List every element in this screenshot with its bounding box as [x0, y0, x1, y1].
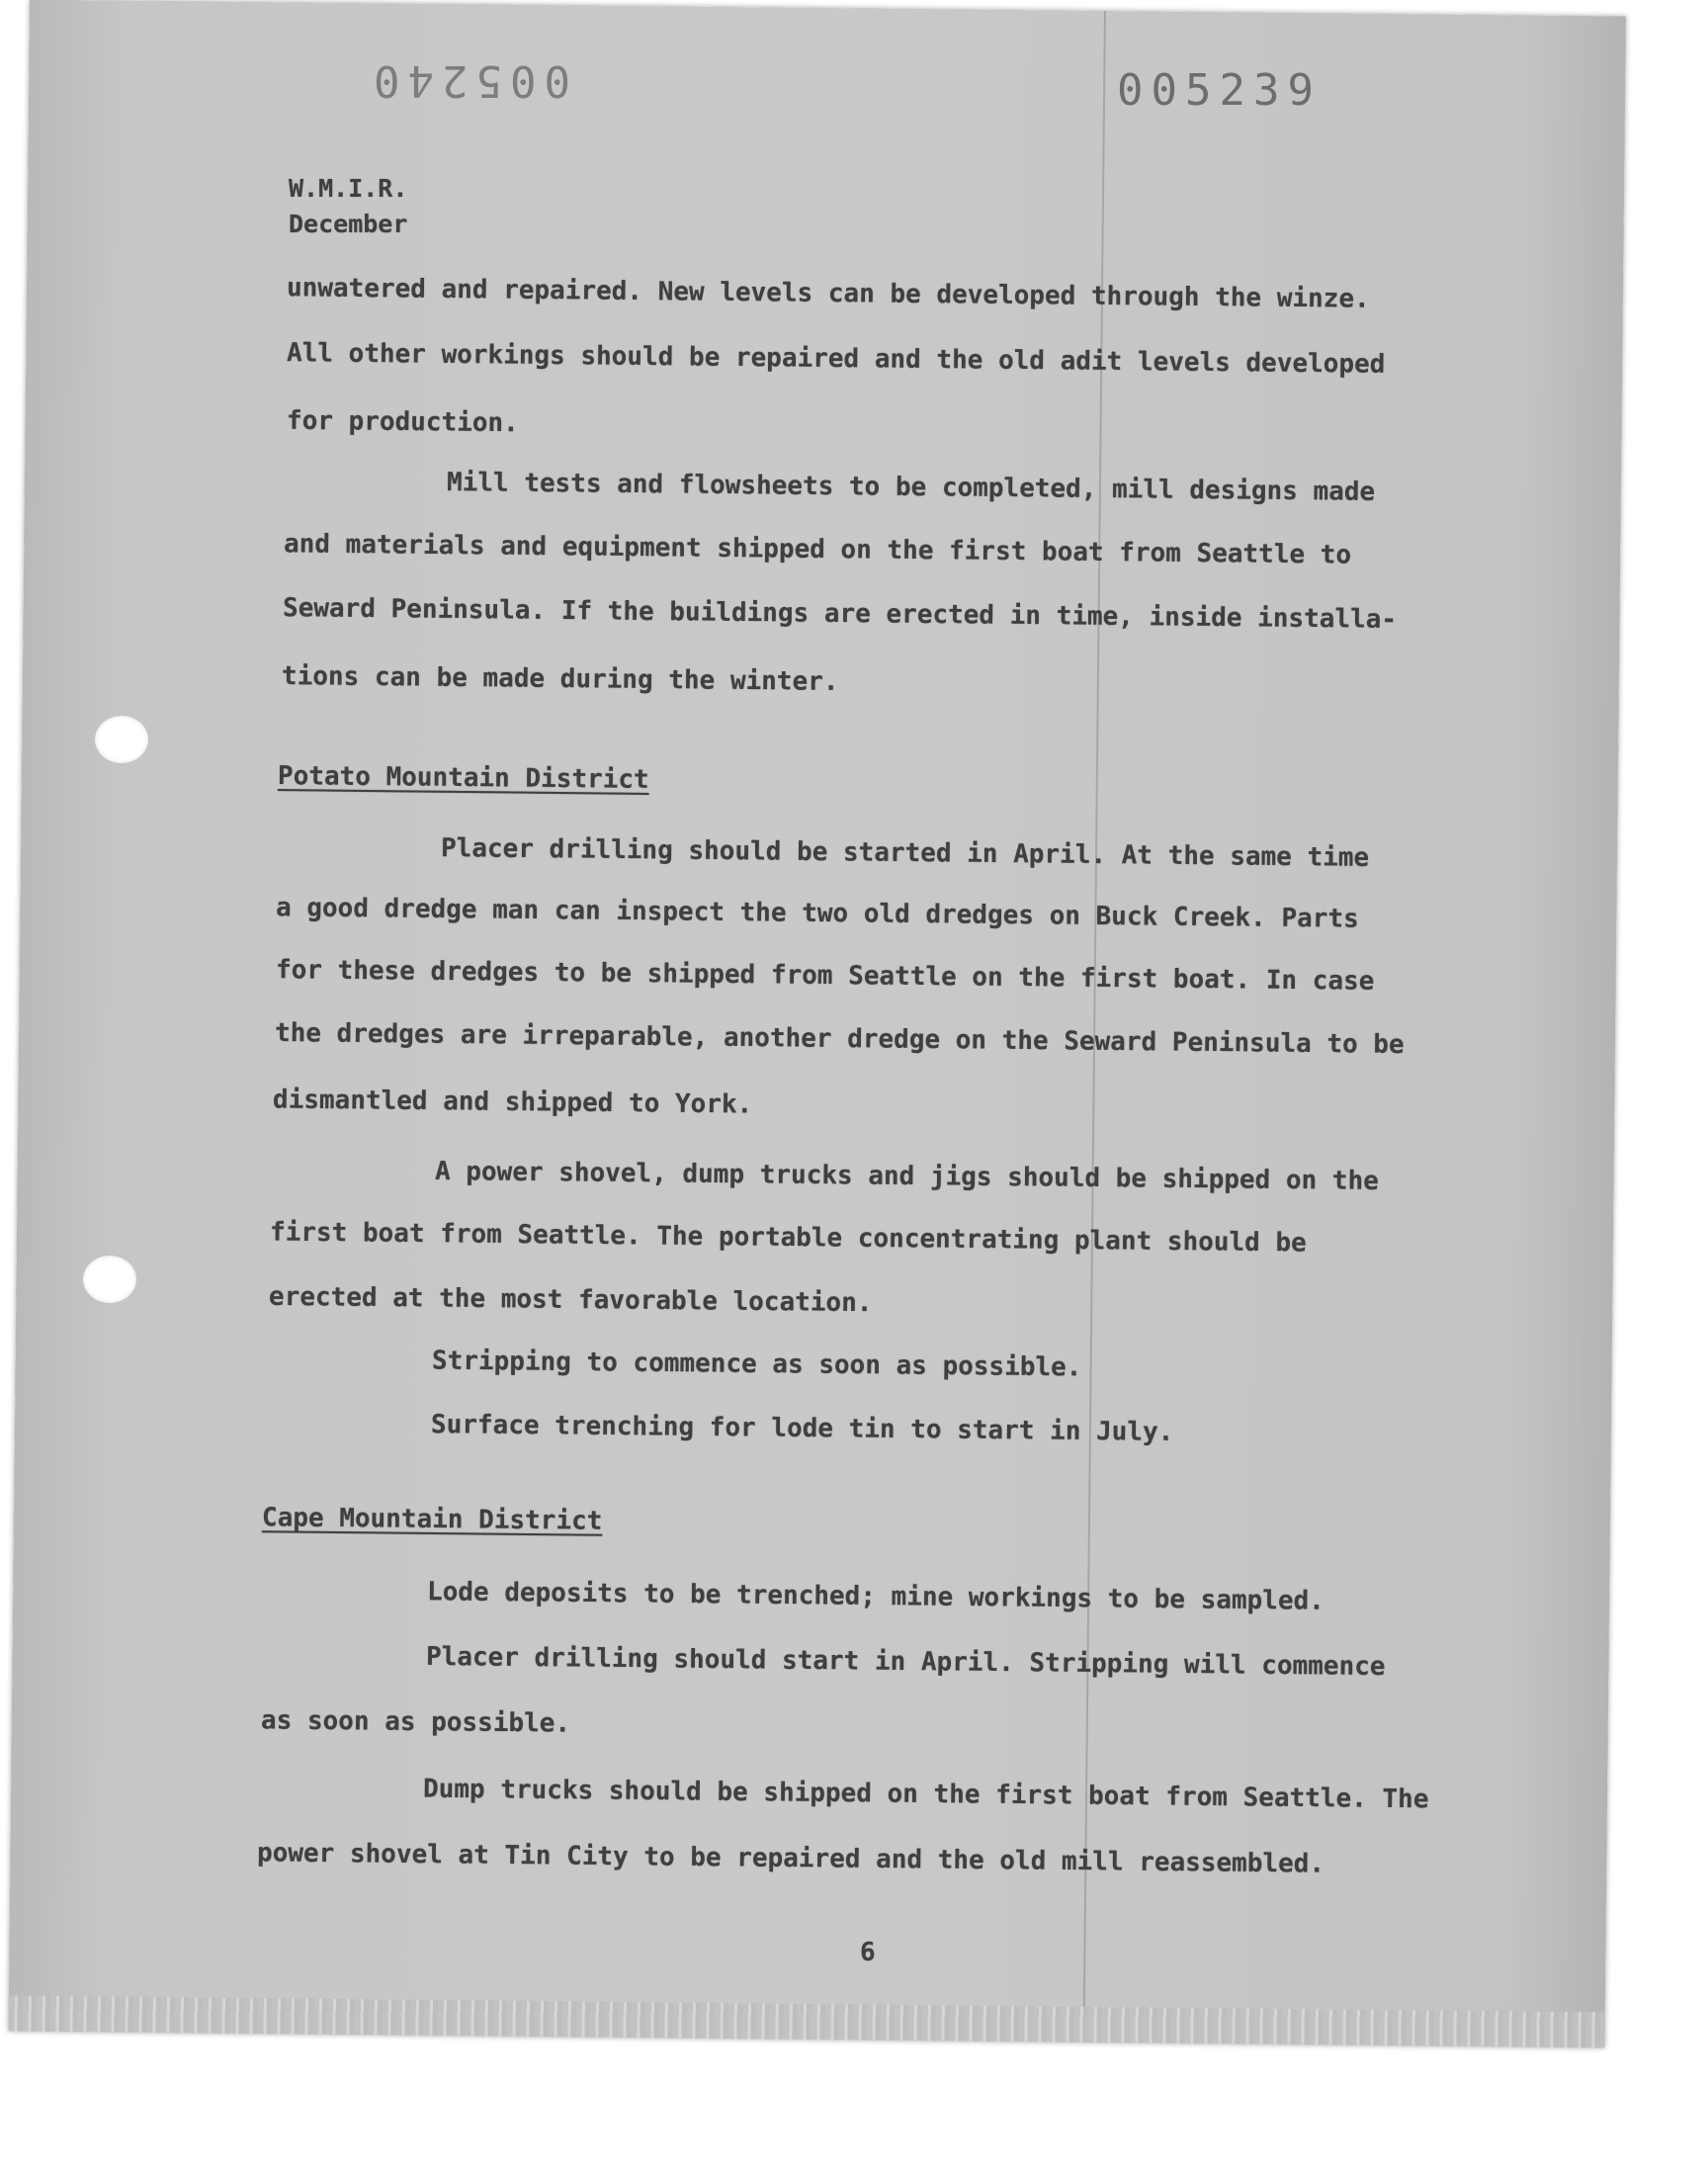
body-line: for these dredges to be shipped from Seattle on the first boat. In case [275, 955, 1375, 997]
header-month: December [289, 210, 408, 238]
punch-hole-top [95, 716, 148, 763]
body-line: Placer drilling should be started in April. At the same time [440, 833, 1370, 873]
body-line: unwatered and repaired. New levels can be developed through the winze. [286, 273, 1370, 314]
section-heading-potato-mountain: Potato Mountain District [277, 761, 649, 795]
body-line: first boat from Seattle. The portable concentrating plant should be [269, 1217, 1307, 1259]
body-line: Dump trucks should be shipped on the first boat from Seattle. The [422, 1774, 1429, 1815]
body-line: dismantled and shipped to York. [272, 1085, 753, 1120]
punch-hole-bottom [83, 1256, 136, 1303]
body-line: Lode deposits to be trenched; mine workings to be sampled. [426, 1577, 1325, 1616]
stamp-number-right: 005239 [1117, 65, 1322, 116]
body-line: and materials and equipment shipped on the first boat from Seattle to [283, 529, 1352, 570]
body-line: Mill tests and flowsheets to be completed, mill designs made [446, 468, 1376, 507]
body-line: as soon as possible. [260, 1705, 571, 1739]
page-number: 6 [860, 1938, 876, 1967]
header-initials: W.M.I.R. [289, 174, 408, 203]
body-line: Surface trenching for lode tin to start in July. [430, 1410, 1174, 1447]
body-line: All other workings should be repaired and the old adit levels developed [286, 338, 1386, 380]
body-line: the dredges are irreparable, another dredge on the Seward Peninsula to be [274, 1018, 1405, 1060]
body-line: erected at the most favorable location. [268, 1281, 873, 1319]
body-line: Stripping to commence as soon as possible. [431, 1346, 1082, 1383]
body-line: Seward Peninsula. If the buildings are erected in time, inside installa- [282, 593, 1398, 635]
body-line: power shovel at Tin City to be repaired and the old mill reassembled. [256, 1838, 1325, 1879]
stamp-number-left: 005240 [366, 55, 570, 106]
body-line: for production. [286, 405, 519, 439]
body-line: A power shovel, dump trucks and jigs should be shipped on the [434, 1157, 1379, 1196]
page-bottom-edge [9, 1995, 1605, 2047]
body-line: tions can be made during the winter. [281, 661, 839, 697]
body-line: a good dredge man can inspect the two old dredges on Buck Creek. Parts [275, 893, 1359, 934]
body-line: Placer drilling should start in April. Stripping will commence [425, 1641, 1386, 1683]
section-heading-cape-mountain: Cape Mountain District [261, 1503, 603, 1536]
